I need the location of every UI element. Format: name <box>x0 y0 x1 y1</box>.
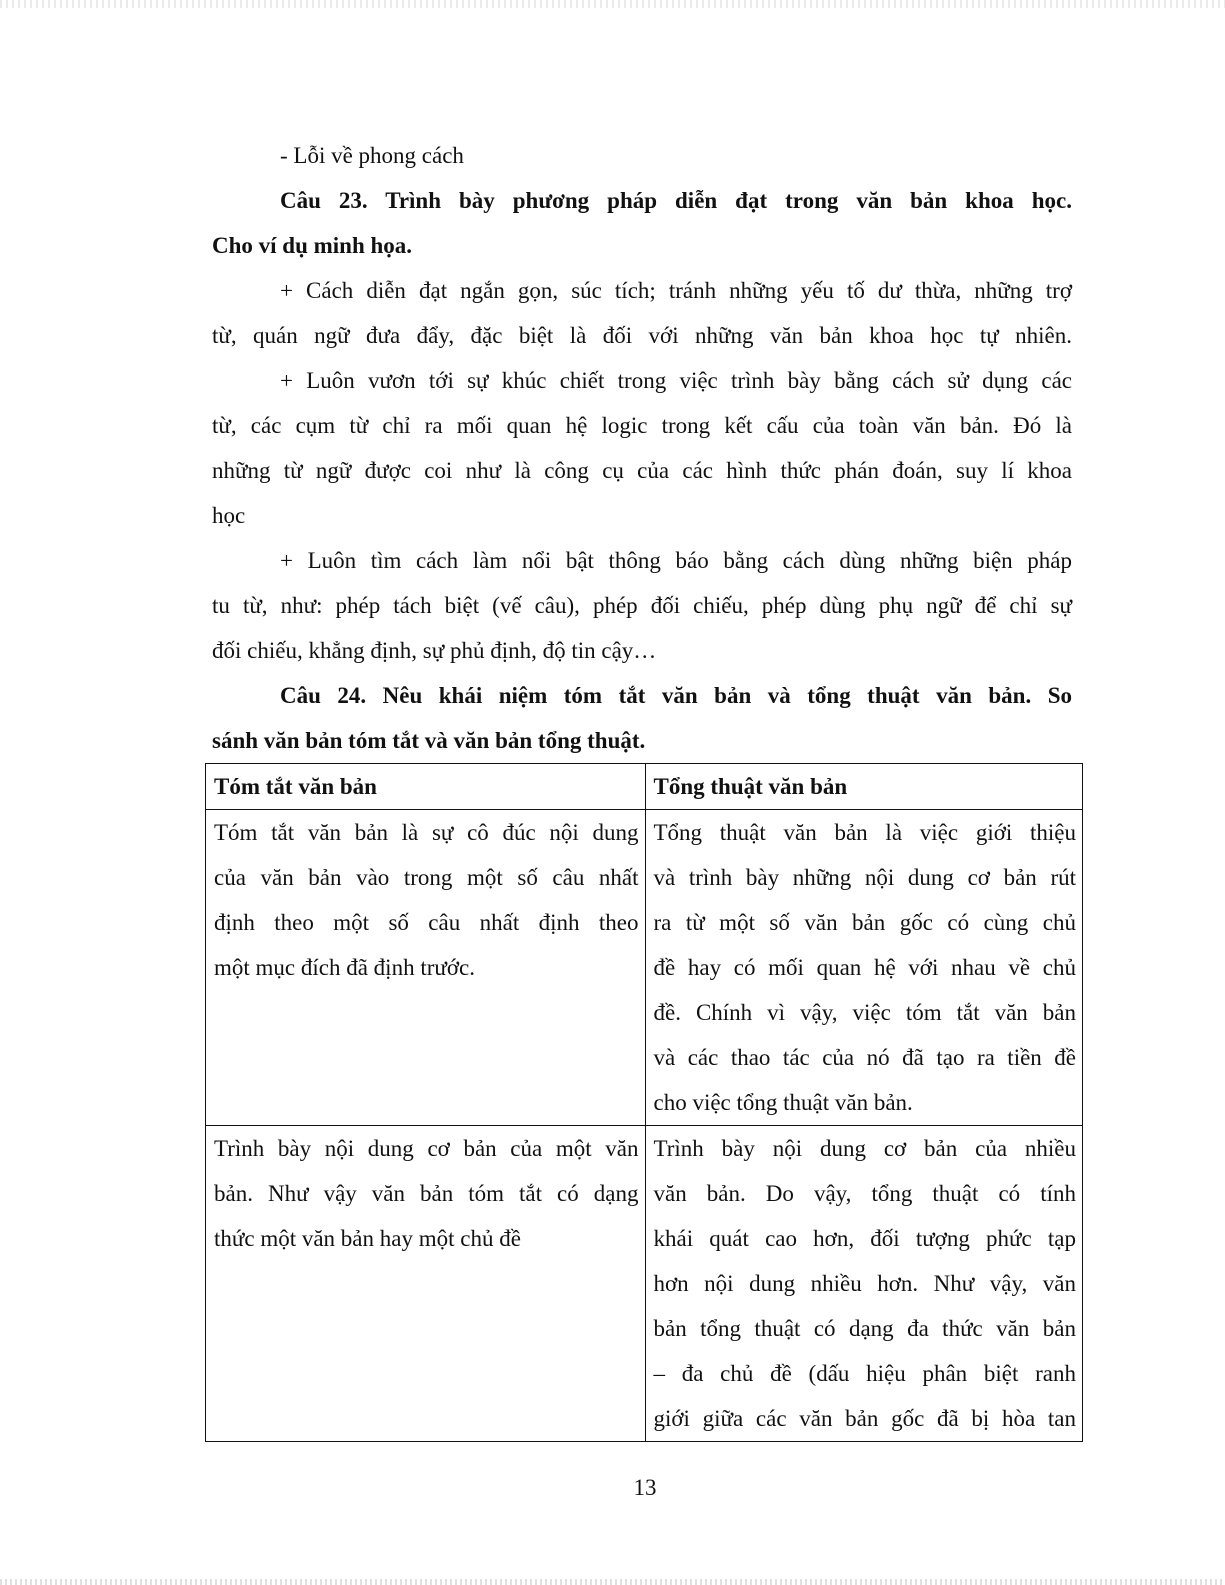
cell-line: bản. Như vậy văn bản tóm tắt có dạng <box>214 1181 639 1206</box>
cell-line: thức một văn bản hay một chủ đề <box>214 1226 521 1251</box>
cell-line: đề hay có mối quan hệ với nhau về chủ <box>653 955 1076 980</box>
table-header-row <box>206 764 1083 810</box>
table-cell-left <box>206 1126 646 1442</box>
cell-line: khái quát cao hơn, đối tượng phức tạp <box>653 1226 1076 1251</box>
answer-point-1-line-1: + Cách diễn đạt ngắn gọn, súc tích; tránh những yếu tố dư thừa, những trợ <box>280 278 1072 303</box>
cell-line: đề. Chính vì vậy, việc tóm tắt văn bản <box>653 1000 1076 1025</box>
cell-line: bản tổng thuật có dạng đa thức văn bản <box>653 1316 1076 1341</box>
table-cell-right <box>645 810 1083 1126</box>
answer-point-2-line-2: từ, các cụm từ chỉ ra mối quan hệ logic trong kết cấu của toàn văn bản. Đó là <box>212 413 1072 438</box>
table-cell-left <box>206 810 646 1126</box>
header-synthesis: Tổng thuật văn bản <box>645 764 1083 810</box>
answer-point-1-line-2: từ, quán ngữ đưa đẩy, đặc biệt là đối với những văn bản khoa học tự nhiên. <box>212 323 1072 348</box>
cell-line: hơn nội dung nhiều hơn. Như vậy, văn <box>653 1271 1076 1296</box>
cell-line: Trình bày nội dung cơ bản của một văn <box>214 1136 639 1161</box>
header-summary: Tóm tắt văn bản <box>206 764 646 810</box>
answer-point-2-line-1: + Luôn vươn tới sự khúc chiết trong việc trình bày bằng cách sử dụng các <box>280 368 1072 393</box>
cell-line: của văn bản vào trong một số câu nhất <box>214 865 639 890</box>
cell-line: Tổng thuật văn bản là việc giới thiệu <box>653 820 1076 845</box>
comparison-table <box>205 763 1083 1442</box>
question-23-line-2: Cho ví dụ minh họa. <box>212 233 413 258</box>
cell-line: giới giữa các văn bản gốc đã bị hòa tan <box>653 1406 1076 1431</box>
cell-line: – đa chủ đề (dấu hiệu phân biệt ranh <box>653 1361 1076 1386</box>
answer-point-3-line-2: tu từ, như: phép tách biệt (vế câu), phép đối chiếu, phép dùng phụ ngữ để chỉ sự <box>212 593 1072 618</box>
cell-line: định theo một số câu nhất định theo <box>214 910 639 935</box>
page-number: 13 <box>633 1475 657 1500</box>
cell-line: Tóm tắt văn bản là sự cô đúc nội dung <box>214 820 639 845</box>
table-cell-right <box>645 1126 1083 1442</box>
paragraph-style-errors: - Lỗi về phong cách <box>280 143 464 168</box>
question-23-line-1: Câu 23. Trình bày phương pháp diễn đạt trong văn bản khoa học. <box>280 188 1072 213</box>
cell-line: một mục đích đã định trước. <box>214 955 475 980</box>
table-row <box>206 810 1083 1126</box>
cell-line: cho việc tổng thuật văn bản. <box>653 1090 913 1115</box>
answer-point-3-line-3: đối chiếu, khẳng định, sự phủ định, độ tin cậy… <box>212 638 657 663</box>
body-text <box>212 133 1072 763</box>
question-24-line-1: Câu 24. Nêu khái niệm tóm tắt văn bản và tổng thuật văn bản. So <box>280 683 1072 708</box>
cell-line: Trình bày nội dung cơ bản của nhiều <box>653 1136 1076 1161</box>
scan-artifact-bottom <box>0 1579 1225 1585</box>
table-row <box>206 1126 1083 1442</box>
scan-artifact-top <box>0 0 1225 8</box>
cell-line: và trình bày những nội dung cơ bản rút <box>653 865 1076 890</box>
question-24-line-2: sánh văn bản tóm tắt và văn bản tổng thuật. <box>212 728 646 753</box>
cell-line: văn bản. Do vậy, tổng thuật có tính <box>653 1181 1076 1206</box>
answer-point-2-line-3: những từ ngữ được coi như là công cụ của các hình thức phán đoán, suy lí khoa <box>212 458 1072 483</box>
cell-line: và các thao tác của nó đã tạo ra tiền đề <box>653 1045 1076 1070</box>
answer-point-3-line-1: + Luôn tìm cách làm nổi bật thông báo bằng cách dùng những biện pháp <box>280 548 1072 573</box>
cell-line: ra từ một số văn bản gốc có cùng chủ <box>653 910 1076 935</box>
answer-point-2-line-4: học <box>212 503 246 528</box>
